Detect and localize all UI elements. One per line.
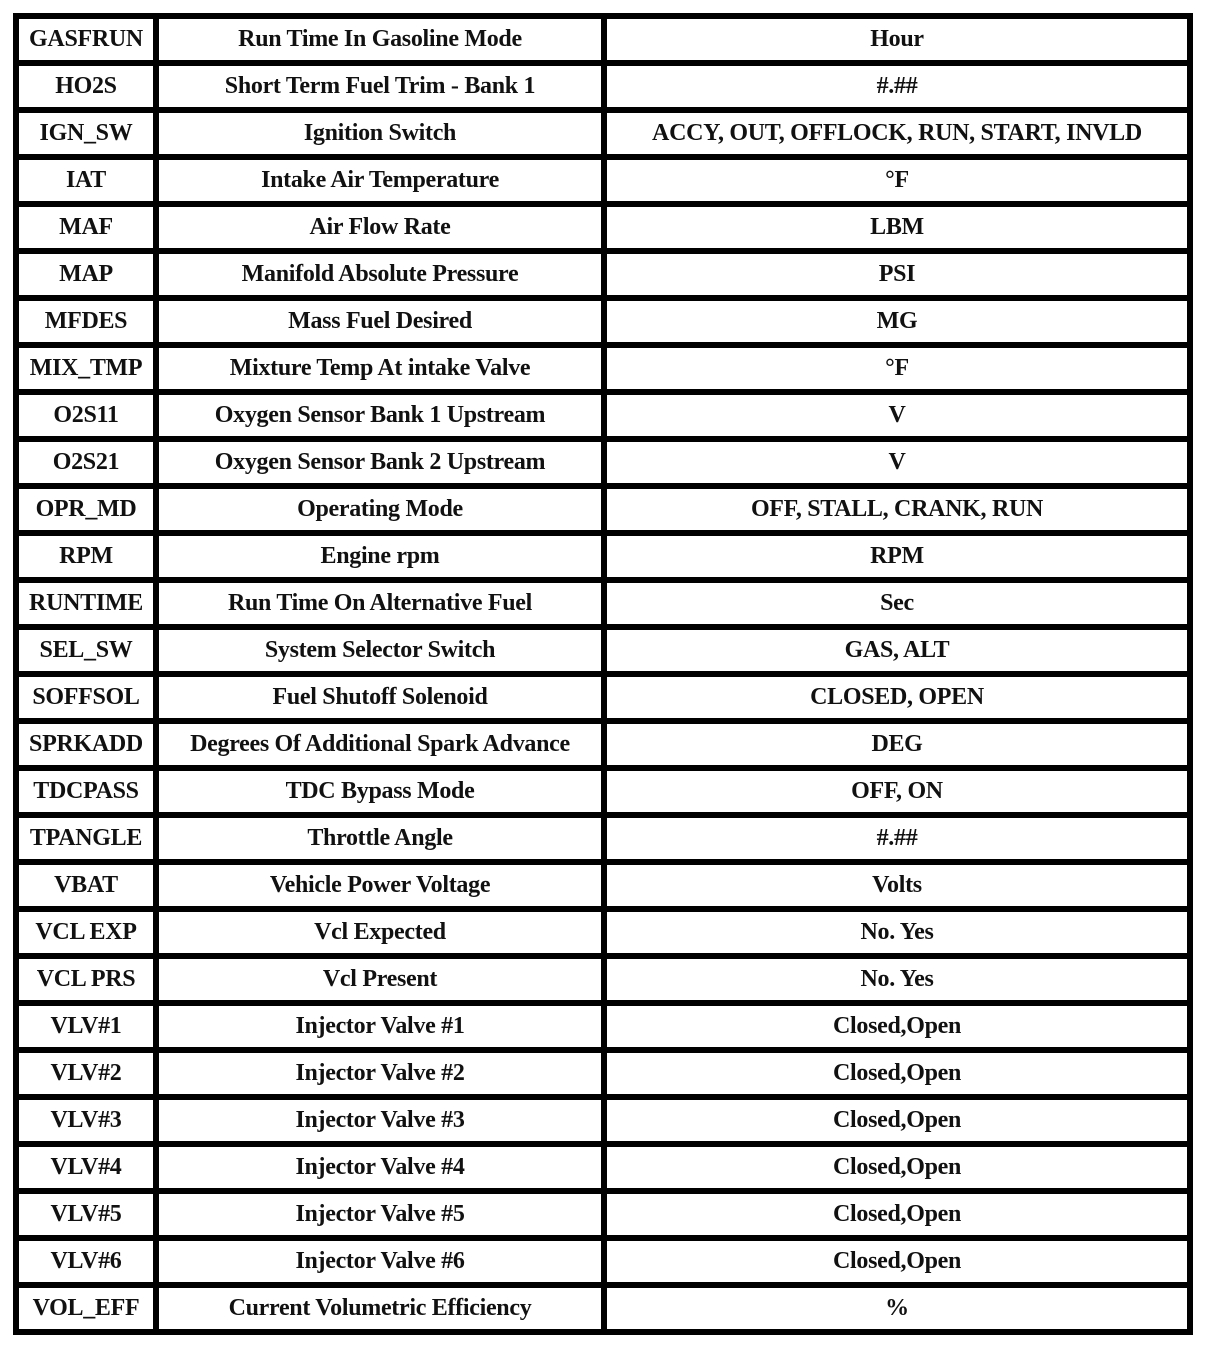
parameter-description-cell: Operating Mode bbox=[156, 486, 604, 533]
table-row bbox=[16, 486, 1190, 533]
parameter-units-cell: CLOSED, OPEN bbox=[604, 674, 1190, 721]
parameter-table-body bbox=[16, 16, 1190, 1332]
parameter-description-cell: Oxygen Sensor Bank 1 Upstream bbox=[156, 392, 604, 439]
parameter-description-cell: Injector Valve #2 bbox=[156, 1050, 604, 1097]
parameter-code-cell: VLV#5 bbox=[16, 1191, 156, 1238]
parameter-units-cell: Closed,Open bbox=[604, 1097, 1190, 1144]
table-row bbox=[16, 251, 1190, 298]
parameter-units-cell: Closed,Open bbox=[604, 1003, 1190, 1050]
parameter-code-cell: VLV#1 bbox=[16, 1003, 156, 1050]
table-row bbox=[16, 1285, 1190, 1332]
parameter-units-cell: GAS, ALT bbox=[604, 627, 1190, 674]
parameter-units-cell: Hour bbox=[604, 16, 1190, 63]
parameter-units-cell: #.## bbox=[604, 63, 1190, 110]
parameter-code-cell: SOFFSOL bbox=[16, 674, 156, 721]
table-row bbox=[16, 768, 1190, 815]
parameter-units-cell: DEG bbox=[604, 721, 1190, 768]
parameter-code-cell: O2S11 bbox=[16, 392, 156, 439]
parameter-description-cell: Fuel Shutoff Solenoid bbox=[156, 674, 604, 721]
parameter-description-cell: Oxygen Sensor Bank 2 Upstream bbox=[156, 439, 604, 486]
parameter-description-cell: Short Term Fuel Trim - Bank 1 bbox=[156, 63, 604, 110]
parameter-code-cell: MAF bbox=[16, 204, 156, 251]
parameter-units-cell: Volts bbox=[604, 862, 1190, 909]
table-row bbox=[16, 674, 1190, 721]
parameter-description-cell: Throttle Angle bbox=[156, 815, 604, 862]
parameter-description-cell: Injector Valve #1 bbox=[156, 1003, 604, 1050]
table-row bbox=[16, 1050, 1190, 1097]
parameter-units-cell: No. Yes bbox=[604, 909, 1190, 956]
parameter-code-cell: GASFRUN bbox=[16, 16, 156, 63]
table-row bbox=[16, 1144, 1190, 1191]
parameter-units-cell: OFF, ON bbox=[604, 768, 1190, 815]
parameter-description-cell: Injector Valve #6 bbox=[156, 1238, 604, 1285]
table-row bbox=[16, 1191, 1190, 1238]
parameter-description-cell: Vehicle Power Voltage bbox=[156, 862, 604, 909]
parameter-code-cell: VOL_EFF bbox=[16, 1285, 156, 1332]
parameter-units-cell: V bbox=[604, 439, 1190, 486]
parameter-code-cell: IGN_SW bbox=[16, 110, 156, 157]
parameter-units-cell: OFF, STALL, CRANK, RUN bbox=[604, 486, 1190, 533]
parameter-code-cell: RPM bbox=[16, 533, 156, 580]
parameter-code-cell: MIX_TMP bbox=[16, 345, 156, 392]
table-row bbox=[16, 580, 1190, 627]
table-row bbox=[16, 16, 1190, 63]
parameter-description-cell: Degrees Of Additional Spark Advance bbox=[156, 721, 604, 768]
table-row bbox=[16, 110, 1190, 157]
parameter-code-cell: TDCPASS bbox=[16, 768, 156, 815]
parameter-code-cell: IAT bbox=[16, 157, 156, 204]
parameter-description-cell: Air Flow Rate bbox=[156, 204, 604, 251]
parameter-units-cell: V bbox=[604, 392, 1190, 439]
parameter-code-cell: HO2S bbox=[16, 63, 156, 110]
table-row bbox=[16, 345, 1190, 392]
parameter-description-cell: Current Volumetric Efficiency bbox=[156, 1285, 604, 1332]
parameter-units-cell: °F bbox=[604, 157, 1190, 204]
parameter-description-cell: Intake Air Temperature bbox=[156, 157, 604, 204]
parameter-units-cell: #.## bbox=[604, 815, 1190, 862]
parameter-description-cell: Manifold Absolute Pressure bbox=[156, 251, 604, 298]
parameter-description-cell: Injector Valve #4 bbox=[156, 1144, 604, 1191]
parameter-description-cell: Injector Valve #5 bbox=[156, 1191, 604, 1238]
table-row bbox=[16, 298, 1190, 345]
parameter-units-cell: °F bbox=[604, 345, 1190, 392]
parameter-code-cell: O2S21 bbox=[16, 439, 156, 486]
parameter-description-cell: Vcl Expected bbox=[156, 909, 604, 956]
parameter-units-cell: Closed,Open bbox=[604, 1191, 1190, 1238]
parameter-code-cell: VLV#3 bbox=[16, 1097, 156, 1144]
parameter-units-cell: Closed,Open bbox=[604, 1050, 1190, 1097]
parameter-description-cell: System Selector Switch bbox=[156, 627, 604, 674]
table-row bbox=[16, 204, 1190, 251]
table-row bbox=[16, 909, 1190, 956]
parameter-code-cell: TPANGLE bbox=[16, 815, 156, 862]
parameter-description-cell: Ignition Switch bbox=[156, 110, 604, 157]
table-row bbox=[16, 627, 1190, 674]
table-row bbox=[16, 956, 1190, 1003]
parameter-units-cell: Closed,Open bbox=[604, 1144, 1190, 1191]
parameter-units-cell: RPM bbox=[604, 533, 1190, 580]
parameter-code-cell: VCL PRS bbox=[16, 956, 156, 1003]
parameter-description-cell: Mixture Temp At intake Valve bbox=[156, 345, 604, 392]
parameter-units-cell: No. Yes bbox=[604, 956, 1190, 1003]
parameter-units-cell: Closed,Open bbox=[604, 1238, 1190, 1285]
parameter-description-cell: Run Time In Gasoline Mode bbox=[156, 16, 604, 63]
parameter-table bbox=[13, 13, 1193, 1335]
parameter-description-cell: Run Time On Alternative Fuel bbox=[156, 580, 604, 627]
parameter-code-cell: MAP bbox=[16, 251, 156, 298]
table-row bbox=[16, 815, 1190, 862]
table-row bbox=[16, 533, 1190, 580]
parameter-code-cell: SPRKADD bbox=[16, 721, 156, 768]
parameter-code-cell: VLV#2 bbox=[16, 1050, 156, 1097]
parameter-code-cell: VLV#6 bbox=[16, 1238, 156, 1285]
parameter-description-cell: Mass Fuel Desired bbox=[156, 298, 604, 345]
parameter-units-cell: PSI bbox=[604, 251, 1190, 298]
table-row bbox=[16, 63, 1190, 110]
parameter-description-cell: Engine rpm bbox=[156, 533, 604, 580]
parameter-description-cell: Vcl Present bbox=[156, 956, 604, 1003]
parameter-units-cell: LBM bbox=[604, 204, 1190, 251]
parameter-description-cell: TDC Bypass Mode bbox=[156, 768, 604, 815]
parameter-code-cell: VBAT bbox=[16, 862, 156, 909]
table-row bbox=[16, 1097, 1190, 1144]
parameter-units-cell: MG bbox=[604, 298, 1190, 345]
parameter-description-cell: Injector Valve #3 bbox=[156, 1097, 604, 1144]
table-row bbox=[16, 1238, 1190, 1285]
parameter-code-cell: VLV#4 bbox=[16, 1144, 156, 1191]
parameter-units-cell: % bbox=[604, 1285, 1190, 1332]
parameter-code-cell: MFDES bbox=[16, 298, 156, 345]
table-row bbox=[16, 721, 1190, 768]
table-row bbox=[16, 392, 1190, 439]
parameter-code-cell: SEL_SW bbox=[16, 627, 156, 674]
table-row bbox=[16, 439, 1190, 486]
parameter-units-cell: ACCY, OUT, OFFLOCK, RUN, START, INVLD bbox=[604, 110, 1190, 157]
parameter-code-cell: OPR_MD bbox=[16, 486, 156, 533]
table-row bbox=[16, 157, 1190, 204]
parameter-table-container bbox=[13, 13, 1193, 1335]
table-row bbox=[16, 1003, 1190, 1050]
table-row bbox=[16, 862, 1190, 909]
parameter-units-cell: Sec bbox=[604, 580, 1190, 627]
parameter-code-cell: VCL EXP bbox=[16, 909, 156, 956]
parameter-code-cell: RUNTIME bbox=[16, 580, 156, 627]
